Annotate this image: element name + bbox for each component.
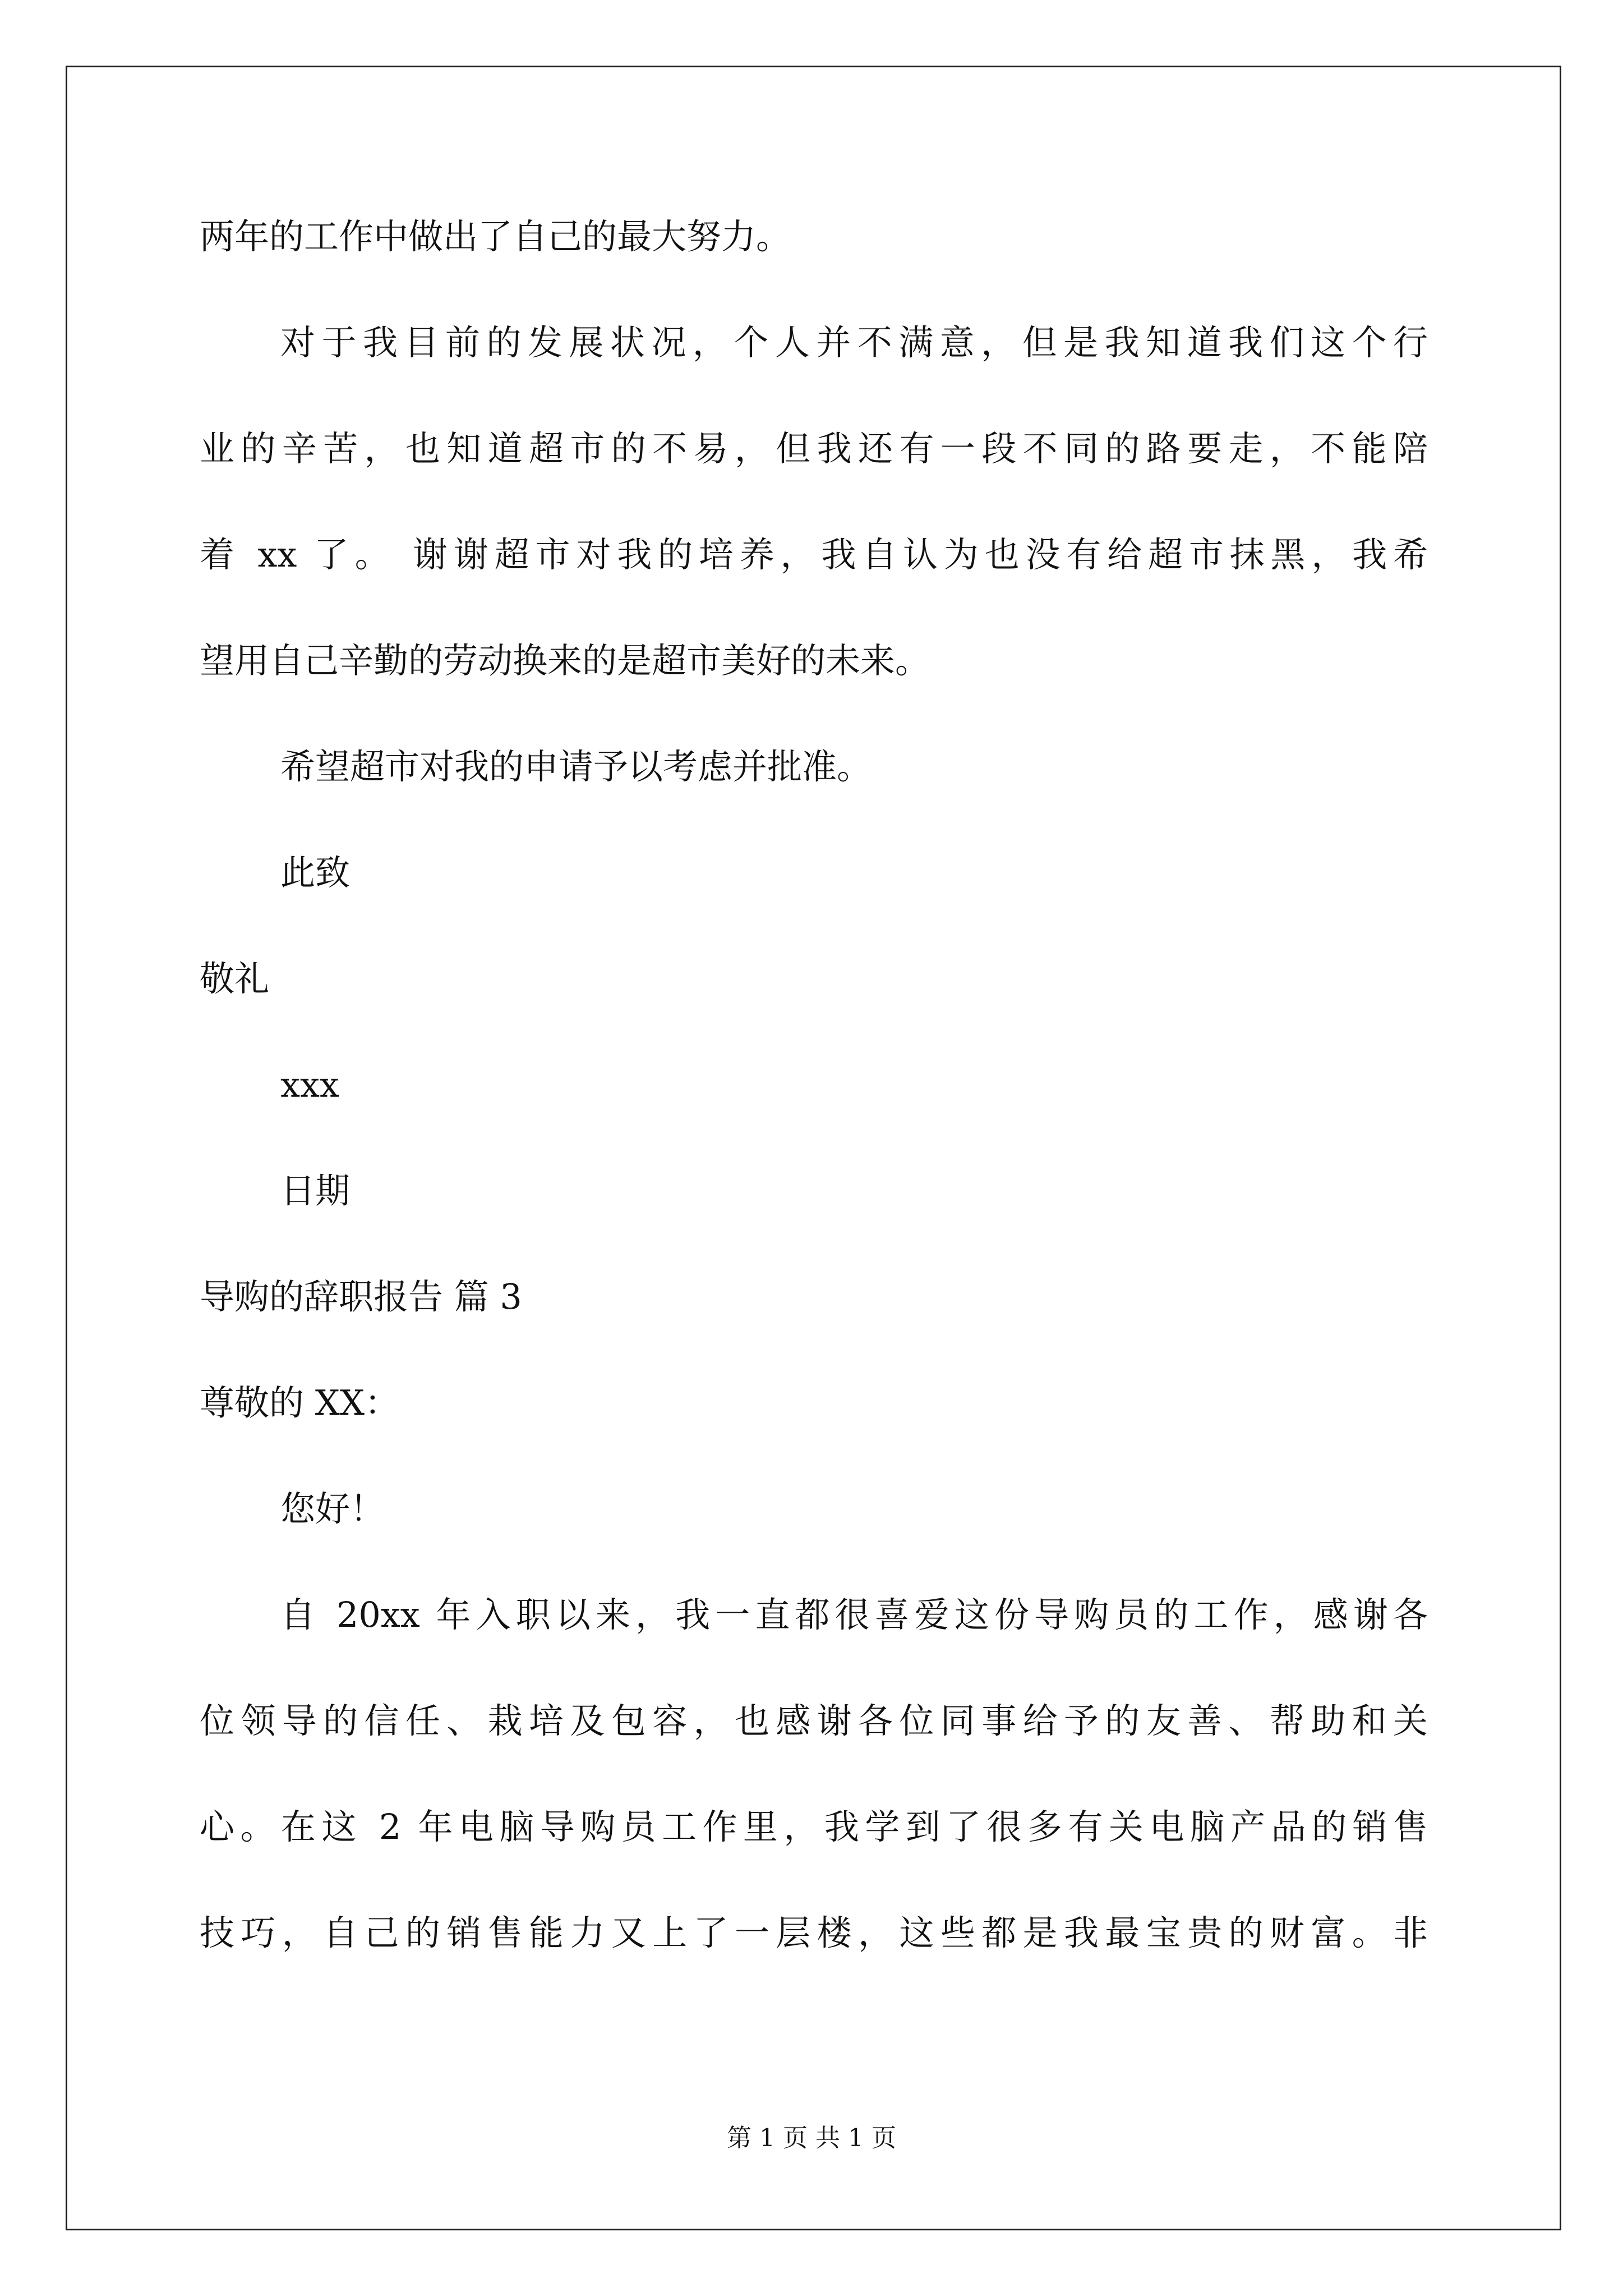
text-line: 两年的工作中做出了自己的最大努力。 [200,216,791,257]
text-line: 此致 [280,852,351,893]
section-heading: 导购的辞职报告 篇 3 [200,1276,522,1317]
text-line: 希望超市对我的申请予以考虑并批准。 [280,746,872,787]
text-line: 望用自己辛勤的劳动换来的是超市美好的未来。 [200,640,930,681]
text-line: 对于我目前的发展状况，个人并不满意，但是我知道我们这个行 [280,322,1428,363]
text-line: 业的辛苦，也知道超市的不易，但我还有一段不同的路要走，不能陪 [200,428,1428,469]
salutation: 尊敬的 XX： [200,1382,399,1423]
greeting: 您好！ [280,1488,385,1529]
text-line: 着 xx 了。 谢谢超市对我的培养，我自认为也没有给超市抹黑，我希 [200,534,1428,575]
page-number-footer: 第 1 页 共 1 页 [727,2124,896,2152]
text-line: 自 20xx 年入职以来，我一直都很喜爱这份导购员的工作，感谢各 [280,1594,1428,1635]
text-line: 敬礼 [200,958,270,999]
text-line: xxx [280,1064,339,1105]
text-line: 位领导的信任、栽培及包容，也感谢各位同事给予的友善、帮助和关 [200,1700,1428,1741]
page-border [66,66,1561,2230]
text-line: 技巧，自己的销售能力又上了一层楼，这些都是我最宝贵的财富。非 [200,1912,1428,1953]
text-line: 日期 [280,1170,351,1211]
text-line: 心。在这 2 年电脑导购员工作里，我学到了很多有关电脑产品的销售 [200,1806,1428,1847]
